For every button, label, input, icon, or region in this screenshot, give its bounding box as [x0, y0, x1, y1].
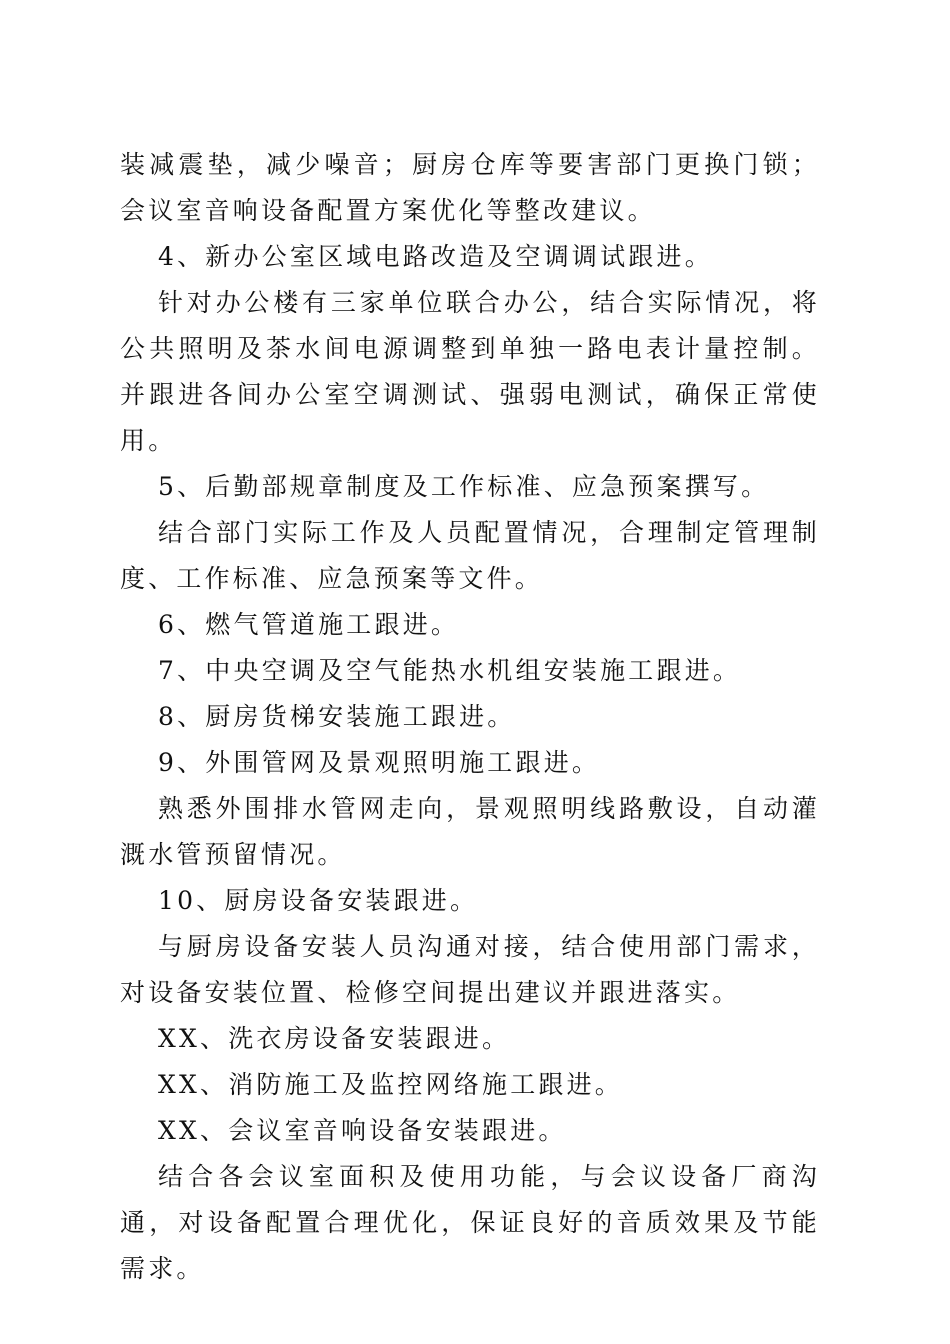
heading-item-5: 5、后勤部规章制度及工作标准、应急预案撰写。 [158, 472, 770, 501]
paragraph-item-9-detail: 熟悉外围排水管网走向，景观照明线路敷设，自动灌溉水管预留情况。 [120, 794, 820, 869]
heading-item-4: 4、新办公室区域电路改造及空调调试跟进。 [158, 242, 713, 271]
heading-item-meeting-audio: XX、会议室音响设备安装跟进。 [158, 1116, 567, 1145]
heading-item-8: 8、厨房货梯安装施工跟进。 [158, 702, 516, 731]
heading-item-10: 10、厨房设备安装跟进。 [158, 886, 479, 915]
paragraph-meeting-audio-detail: 结合各会议室面积及使用功能，与会议设备厂商沟通，对设备配置合理优化，保证良好的音质效果及节能需求。 [120, 1162, 820, 1283]
paragraph-item-5-detail: 结合部门实际工作及人员配置情况，合理制定管理制度、工作标准、应急预案等文件。 [120, 518, 820, 593]
heading-item-7: 7、中央空调及空气能热水机组安装施工跟进。 [158, 656, 742, 685]
heading-item-6: 6、燃气管道施工跟进。 [158, 610, 460, 639]
document-body [120, 142, 820, 1292]
heading-item-laundry: XX、洗衣房设备安装跟进。 [158, 1024, 511, 1053]
paragraph-item-4-detail: 针对办公楼有三家单位联合办公，结合实际情况，将公共照明及茶水间电源调整到单独一路电表计量控制。并跟进各间办公室空调测试、强弱电测试，确保正常使用。 [120, 288, 820, 455]
paragraph-continuation: 装减震垫，减少噪音；厨房仓库等要害部门更换门锁；会议室音响设备配置方案优化等整改建议。 [120, 150, 820, 225]
paragraph-item-10-detail: 与厨房设备安装人员沟通对接，结合使用部门需求，对设备安装位置、检修空间提出建议并跟进落实。 [120, 932, 820, 1007]
heading-item-fire-monitoring: XX、消防施工及监控网络施工跟进。 [158, 1070, 623, 1099]
heading-item-9: 9、外围管网及景观照明施工跟进。 [158, 748, 601, 777]
